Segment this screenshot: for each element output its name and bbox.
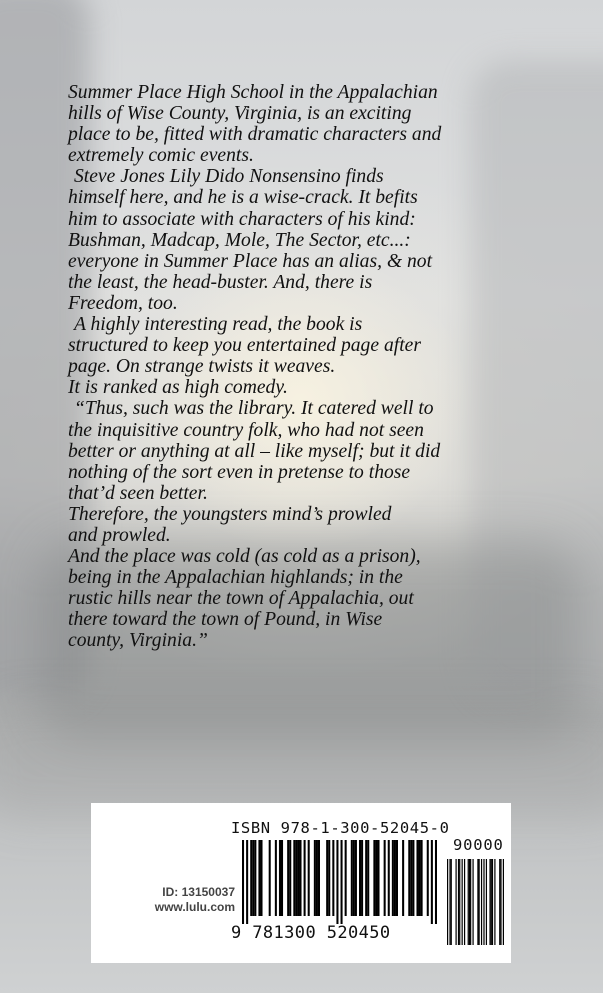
blurb-line: him to associate with characters of his kind: — [68, 208, 416, 230]
barcode-bar — [492, 859, 493, 945]
blurb-line: place to be, fitted with dramatic characters and — [68, 124, 442, 146]
book-blurb — [68, 82, 568, 652]
barcode-bar — [435, 840, 437, 924]
barcode-bar — [260, 840, 262, 916]
blurb-line: being in the Appalachian highlands; in the — [68, 567, 403, 589]
barcode-bar — [279, 840, 281, 916]
barcode-bar — [408, 840, 410, 916]
lulu-publisher-info — [125, 885, 235, 915]
barcode-bar — [491, 859, 492, 945]
barcode-bar — [447, 859, 448, 945]
barcode-bar — [258, 840, 260, 916]
lulu-url-text: www.lulu.com — [154, 900, 235, 914]
barcode-bar — [481, 859, 482, 945]
barcode-bar — [494, 859, 495, 945]
barcode-bar — [489, 859, 490, 945]
barcode-bar — [318, 840, 320, 916]
barcode-bar — [304, 840, 306, 916]
blurb-line: Bushman, Madcap, Mole, The Sector, etc...: — [68, 229, 411, 251]
blurb-line: And the place was cold (as cold as a prison), — [68, 546, 421, 568]
barcode-panel — [91, 803, 511, 963]
blurb-line: page. On strange twists it weaves. — [68, 356, 336, 378]
barcode-bar — [449, 859, 450, 945]
background-blur-ground — [0, 700, 603, 820]
barcode-bar — [289, 840, 291, 916]
barcode-bar — [328, 840, 330, 916]
barcode-bar — [361, 840, 363, 916]
price-addon-barcode — [447, 859, 504, 945]
barcode-bar — [355, 840, 357, 916]
barcode-bar — [499, 859, 500, 945]
blurb-line: county, Virginia.” — [68, 630, 208, 652]
barcode-bar — [464, 859, 465, 945]
barcode-bar — [459, 859, 460, 945]
barcode-bar — [242, 840, 244, 924]
barcode-bar — [431, 840, 433, 924]
blurb-line: Summer Place High School in the Appalachian — [68, 82, 438, 103]
barcode-bar — [503, 859, 504, 945]
barcode-bar — [359, 840, 361, 916]
barcode-bar — [388, 840, 390, 916]
blurb-line: and prowled. — [68, 524, 171, 546]
barcode-bar — [297, 840, 299, 916]
price-code-label: 90000 — [453, 836, 504, 854]
barcode-bar — [326, 840, 328, 916]
blurb-line: there toward the town of Pound, in Wise — [68, 609, 383, 631]
barcode-bar — [375, 840, 377, 916]
blurb-line: himself here, and he is a wise-crack. It befits — [68, 187, 418, 209]
barcode-bar — [365, 840, 367, 916]
barcode-bar — [287, 840, 289, 916]
barcode-bar — [316, 840, 318, 916]
blurb-line: Therefore, the youngsters mind’s prowled — [68, 503, 392, 525]
barcode-bar — [373, 840, 375, 916]
barcode-bar — [353, 840, 355, 916]
barcode-bar — [341, 840, 343, 924]
barcode-bar — [416, 840, 418, 916]
barcode-bar — [308, 840, 310, 916]
barcode-bar — [500, 859, 501, 945]
blurb-line: A highly interesting read, the book is — [74, 314, 363, 336]
barcode-bar — [462, 859, 463, 945]
barcode-bar — [392, 840, 394, 916]
barcode-bar — [479, 859, 480, 945]
barcode-bar — [412, 840, 414, 916]
barcode-bar — [427, 840, 429, 916]
barcode-bar — [384, 840, 386, 916]
blurb-line: It is ranked as high comedy. — [68, 377, 288, 399]
barcode-bar — [345, 840, 347, 916]
barcode-bar — [469, 859, 470, 945]
blurb-line: better or anything at all – like myself; but it did — [68, 440, 441, 462]
barcode-bar — [332, 840, 334, 916]
barcode-bar — [246, 840, 248, 924]
barcode-bar — [468, 859, 469, 945]
blurb-line: that’d seen better. — [68, 482, 208, 504]
barcode-bar — [396, 840, 398, 916]
barcode-bar — [458, 859, 459, 945]
blurb-line: rustic hills near the town of Appalachia, out — [68, 588, 414, 610]
barcode-bar — [254, 840, 256, 916]
barcode-bar — [410, 840, 412, 916]
barcode-bar — [472, 859, 473, 945]
ean-digits-label: 9 781300 520450 — [231, 923, 391, 943]
barcode-bar — [377, 840, 379, 916]
blurb-line: the inquisitive country folk, who had not seen — [68, 419, 424, 441]
blurb-line: “Thus, such was the library. It catered well to — [74, 398, 434, 420]
barcode-bar — [455, 859, 456, 945]
barcode-bar — [451, 859, 452, 945]
isbn-label: ISBN 978-1-300-52045-0 — [231, 819, 450, 837]
barcode-bar — [252, 840, 254, 916]
barcode-bar — [402, 840, 404, 916]
barcode-bar — [486, 859, 487, 945]
barcode-bar — [269, 840, 271, 916]
barcode-bar — [351, 840, 353, 916]
barcode-bar — [483, 859, 484, 945]
barcode-bar — [419, 840, 421, 916]
barcode-bar — [421, 840, 423, 916]
blurb-line: everyone in Summer Place has an alias, & not — [68, 250, 433, 272]
barcode-bar — [299, 840, 301, 916]
blurb-line: hills of Wise County, Virginia, is an exciting — [68, 103, 412, 125]
barcode-bar — [470, 859, 471, 945]
barcode-bar — [314, 840, 316, 916]
barcode-bar — [275, 840, 277, 916]
lulu-id-text: ID: 13150037 — [162, 885, 235, 899]
barcode-bar — [293, 840, 295, 916]
barcode-bar — [295, 840, 297, 916]
blurb-line: Steve Jones Lily Dido Nonsensino finds — [74, 166, 384, 188]
barcode-bar — [250, 840, 252, 916]
blurb-line: nothing of the sort even in pretense to those — [68, 461, 411, 483]
barcode-bar — [281, 840, 283, 916]
barcode-bar — [477, 859, 478, 945]
barcode-bar — [336, 840, 338, 924]
blurb-line: Freedom, too. — [68, 292, 178, 314]
barcode-bar — [394, 840, 396, 916]
isbn-barcode — [242, 840, 437, 924]
barcode-bar — [367, 840, 369, 916]
blurb-line: structured to keep you entertained page after — [68, 335, 421, 357]
blurb-line: extremely comic events. — [68, 145, 254, 167]
blurb-line: the least, the head-buster. And, there is — [68, 271, 373, 293]
